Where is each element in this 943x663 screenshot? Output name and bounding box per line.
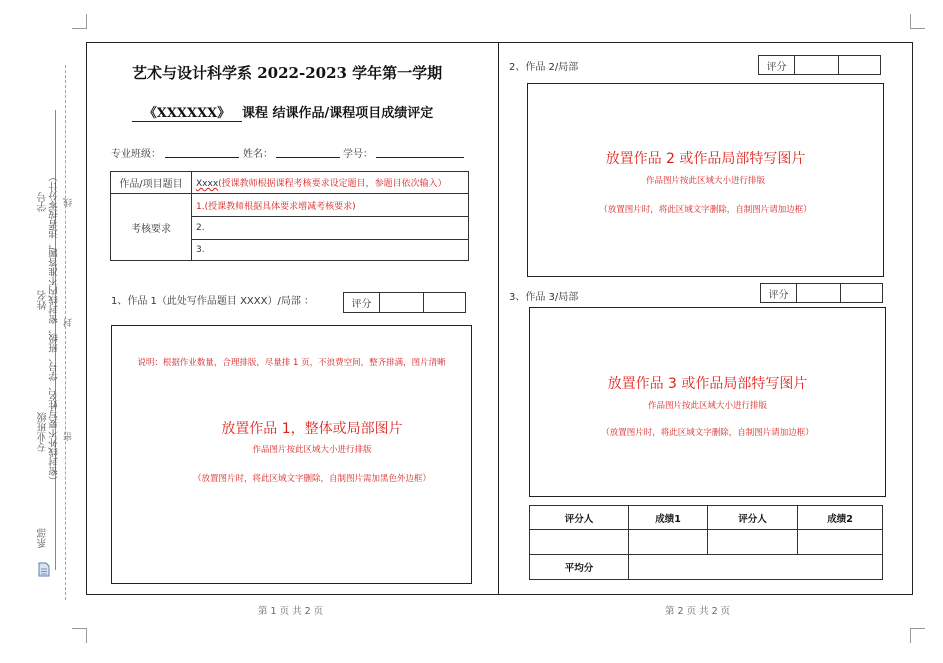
course-suffix: 课程 结课作品/课程项目成绩评定	[242, 106, 434, 121]
course-title-line	[132, 102, 433, 122]
work3-score-cell-1[interactable]	[797, 284, 841, 303]
work3-hint: （放置图片时，将此区域文字删除，自制图片请加边框）	[601, 428, 814, 438]
work1-score-box	[343, 292, 466, 313]
work3-score-cell-2[interactable]	[841, 284, 883, 303]
work2-score-cell-2[interactable]	[839, 56, 881, 75]
binding-label-id: 学号	[38, 192, 49, 212]
work2-hint: （放置图片时，将此区域文字删除，自制图片请加边框）	[599, 205, 812, 215]
work2-score-box	[758, 55, 881, 75]
seal-char-seal: 封	[64, 318, 74, 327]
assessment-table	[110, 171, 469, 261]
score-cell-rater1[interactable]	[530, 530, 629, 555]
req-row-1[interactable]: 1.(授课教师根据具体要求增减考核要求)	[192, 194, 469, 217]
title-value-cell[interactable]	[192, 172, 469, 194]
req-label: 考核要求	[131, 223, 171, 235]
work1-main-text: 放置作品 1，整体或局部图片	[221, 421, 403, 437]
work2-score-label: 评分	[759, 56, 795, 75]
work1-note: 说明：根据作业数量，合理排版，尽量排 1 页，不浪费空间，整齐排满，图片清晰	[137, 358, 446, 368]
page1-footer: 第 1 页 共 2 页	[258, 606, 324, 617]
work1-sub-text: 作品图片按此区域大小进行排版	[252, 445, 372, 455]
page-divider	[498, 42, 499, 594]
crop-mark-tr	[910, 14, 925, 29]
binding-dashed-line	[65, 65, 66, 600]
work1-heading: 1、作品 1（此处写作品题目 XXXX）/局部 ：	[111, 296, 315, 307]
crop-mark-br	[910, 628, 925, 643]
field-name-input[interactable]	[276, 157, 340, 158]
score-table	[529, 505, 883, 580]
page2-footer: 第 2 页 共 2 页	[665, 606, 731, 617]
req-row-2[interactable]: 2.	[192, 217, 469, 240]
work3-score-box	[760, 283, 883, 303]
work3-heading: 3、作品 3/局部	[509, 292, 579, 303]
title-label-cell	[111, 172, 192, 194]
binding-label-name: 姓名	[38, 290, 49, 310]
work3-score-label: 评分	[761, 284, 797, 303]
work1-score-label: 评分	[344, 293, 380, 313]
field-major-class-label: 专业班级：	[111, 149, 161, 160]
seal-char-secret: 密	[64, 432, 74, 441]
binding-note: （密封线外不要写姓名、学号、班级，密封线内不准答题，违者按零分计）	[49, 172, 60, 486]
course-name: 《XXXXXX》	[132, 102, 242, 122]
score-header-rater2: 评分人	[708, 506, 798, 530]
work3-main-text: 放置作品 3 或作品局部特写图片	[607, 376, 808, 392]
average-label: 平均分	[530, 555, 629, 580]
req-row-3[interactable]: 3.	[192, 240, 469, 261]
title-value-prefix: Xxxx	[196, 179, 219, 189]
score-cell-rater2[interactable]	[708, 530, 798, 555]
average-value-cell[interactable]	[629, 555, 883, 580]
title-label: 作品/项目题目	[119, 179, 183, 190]
field-student-id-label: 学号：	[343, 149, 373, 160]
seal-char-line: 线	[64, 198, 74, 207]
work3-sub-text: 作品图片按此区域大小进行排版	[647, 401, 767, 411]
field-student-id-input[interactable]	[376, 157, 464, 158]
work1-score-cell-2[interactable]	[424, 293, 466, 313]
score-header-rater1: 评分人	[530, 506, 629, 530]
work1-hint: （放置图片时，将此区域文字删除，自制图片需加黑色外边框）	[192, 474, 431, 484]
work2-main-text: 放置作品 2 或作品局部特写图片	[605, 151, 806, 167]
binding-label-dept: 系部	[38, 528, 49, 548]
work1-score-cell-1[interactable]	[380, 293, 424, 313]
crop-mark-bl	[72, 628, 87, 643]
work2-score-cell-1[interactable]	[795, 56, 839, 75]
score-header-score1: 成绩1	[629, 506, 708, 530]
field-major-class-input[interactable]	[165, 157, 239, 158]
page1-title: 艺术与设计科学系 2022-2023 学年第一学期	[132, 64, 443, 82]
work2-heading: 2、作品 2/局部	[509, 62, 579, 73]
title-value: (授课教师根据课程考核要求设定题目，参题目依次输入）	[218, 179, 447, 189]
score-cell-score2[interactable]	[798, 530, 883, 555]
binding-label-class: 专业班级	[38, 412, 49, 452]
field-name-label: 姓名：	[243, 149, 273, 160]
crop-mark-tl	[72, 14, 87, 29]
document-icon[interactable]	[38, 562, 50, 577]
score-cell-score1[interactable]	[629, 530, 708, 555]
req-label-cell	[111, 194, 192, 261]
work2-sub-text: 作品图片按此区域大小进行排版	[645, 176, 765, 186]
score-header-score2: 成绩2	[798, 506, 883, 530]
